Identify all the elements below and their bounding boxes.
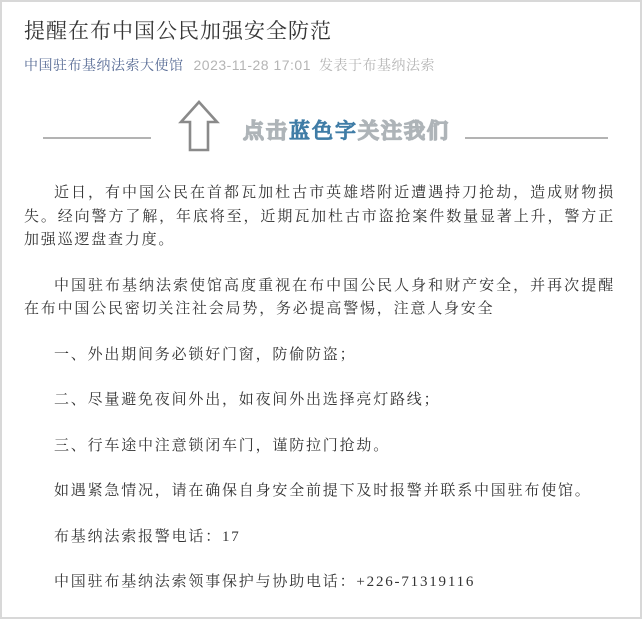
publish-timestamp: 2023-11-28 17:01 bbox=[193, 57, 311, 73]
article-title: 提醒在布中国公民加强安全防范 bbox=[24, 20, 332, 43]
paragraph-emergency: 如遇紧急情况，请在确保自身安全前提下及时报警并联系中国驻布使馆。 bbox=[54, 483, 592, 499]
follow-caption-prefix: 点击 bbox=[243, 120, 289, 143]
follow-caption bbox=[243, 120, 450, 144]
follow-banner bbox=[2, 74, 640, 158]
divider-line-left bbox=[43, 137, 151, 139]
paragraph-item-2: 二、尽量避免夜间外出，如夜间外出选择亮灯路线； bbox=[54, 392, 441, 408]
publish-location: 发表于布基纳法索 bbox=[319, 57, 435, 73]
up-arrow-icon bbox=[178, 100, 220, 152]
paragraph-police-phone: 布基纳法索报警电话：17 bbox=[54, 528, 241, 545]
article-header bbox=[2, 2, 640, 74]
paragraph-item-3: 三、行车途中注意锁闭车门，谨防拉门抢劫。 bbox=[54, 437, 391, 454]
paragraph-consular-phone: 中国驻布基纳法索领事保护与协助电话：+226-71319116 bbox=[54, 574, 476, 590]
byline bbox=[24, 57, 618, 74]
divider-line-right bbox=[465, 137, 608, 139]
paragraph-reminder: 中国驻布基纳法索使馆高度重视在布中国公民人身和财产安全，并再次提醒在布中国公民密切关注社会局势，务必提高警惕，注意人身安全 bbox=[24, 277, 615, 317]
follow-caption-suffix: 关注我们 bbox=[358, 120, 450, 143]
account-name-link[interactable]: 中国驻布基纳法索大使馆 bbox=[24, 57, 184, 73]
paragraph-item-1: 一、外出期间务必锁好门窗，防偷防盗； bbox=[54, 346, 357, 363]
article-body bbox=[2, 158, 640, 595]
paragraph-intro: 近日，有中国公民在首都瓦加杜古市英雄塔附近遭遇持刀抢劫，造成财物损失。经向警方了解，年底将至，近期瓦加杜古市盗抢案件数量显著上升，警方正加强巡逻盘查力度。 bbox=[24, 185, 615, 248]
follow-caption-highlight: 蓝色字 bbox=[289, 120, 358, 143]
